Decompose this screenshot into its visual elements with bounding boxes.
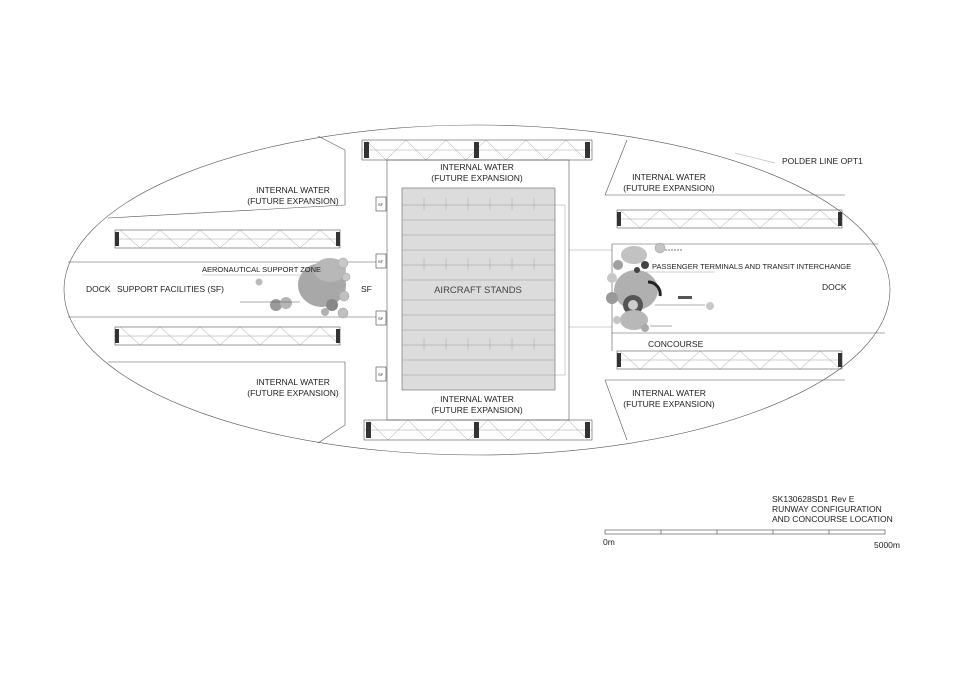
dock-right-label: DOCK <box>822 282 847 292</box>
water-bc-line1: INTERNAL WATER <box>440 394 514 404</box>
water-tr-line2: (FUTURE EXPANSION) <box>623 183 715 193</box>
passenger-terminals-label: PASSENGER TERMINALS AND TRANSIT INTERCHANGE <box>652 262 852 271</box>
water-tc-line1: INTERNAL WATER <box>440 162 514 172</box>
water-zone-bl-boundary <box>108 362 345 443</box>
runway-left-south <box>115 327 340 345</box>
runway-right-north <box>617 210 842 228</box>
drawing-number-text: SK130628SD1 <box>772 494 829 504</box>
water-tl-line1: INTERNAL WATER <box>256 185 330 195</box>
runway-top-central <box>362 140 592 160</box>
water-tl-line2: (FUTURE EXPANSION) <box>247 196 339 206</box>
water-br-line2: (FUTURE EXPANSION) <box>623 399 715 409</box>
aeronautical-zone-label: AERONAUTICAL SUPPORT ZONE <box>202 265 322 274</box>
title-line-1: RUNWAY CONFIGURATION <box>772 504 882 514</box>
water-tc-line2: (FUTURE EXPANSION) <box>431 173 523 183</box>
polder-leader <box>735 153 775 163</box>
revision: Rev E <box>831 494 855 504</box>
sf-box-4-label: SF <box>378 372 384 377</box>
sf-box-3-label: SF <box>378 316 384 321</box>
scale-bar <box>605 530 885 534</box>
dock-left-label: DOCK <box>86 284 111 294</box>
runway-bottom-central <box>364 420 592 440</box>
water-br-line1: INTERNAL WATER <box>632 388 706 398</box>
stands-bracket <box>555 205 565 375</box>
sf-box-1-label: SF <box>378 202 384 207</box>
sf-label: SF <box>361 284 372 294</box>
water-bc-line2: (FUTURE EXPANSION) <box>431 405 523 415</box>
water-tr-line1: INTERNAL WATER <box>632 172 706 182</box>
sf-box-2-label: SF <box>378 259 384 264</box>
aircraft-stands-label: AIRCRAFT STANDS <box>434 285 522 296</box>
water-bl-line1: INTERNAL WATER <box>256 377 330 387</box>
scale-end-label: 5000m <box>874 540 900 550</box>
runway-left-north <box>115 230 340 248</box>
runway-right-south <box>617 351 842 369</box>
polder-label: POLDER LINE OPT1 <box>782 156 863 166</box>
drawing-number <box>772 494 855 504</box>
support-facilities-label: SUPPORT FACILITIES (SF) <box>117 284 224 294</box>
scale-start-label: 0m <box>603 537 615 547</box>
concourse-label: CONCOURSE <box>648 339 704 349</box>
passenger-terminal-cluster <box>606 243 714 332</box>
title-line-2: AND CONCOURSE LOCATION <box>772 514 893 524</box>
water-bl-line2: (FUTURE EXPANSION) <box>247 388 339 398</box>
